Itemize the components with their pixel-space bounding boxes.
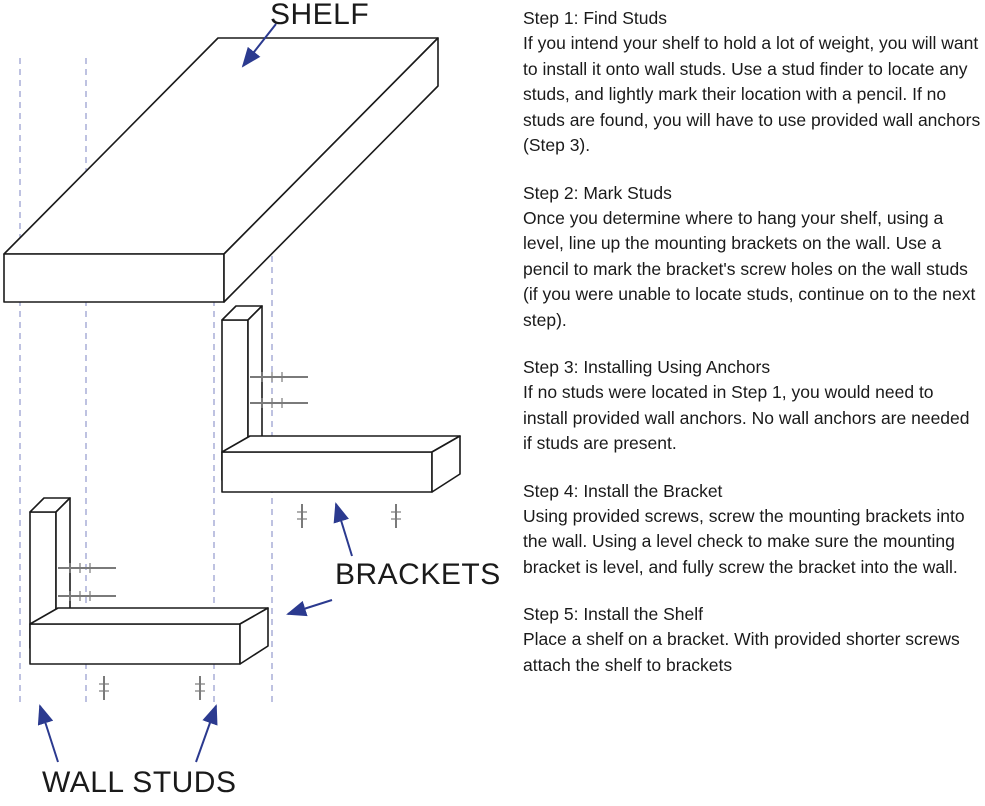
lower-shelf-screws [99, 676, 205, 700]
upper-shelf-screws [297, 504, 401, 528]
upper-bracket-horizontal-front [222, 452, 432, 492]
step-5-title: Step 5: Install the Shelf [523, 604, 703, 624]
lower-bracket-horizontal-top [30, 608, 268, 624]
step-1-body: If you intend your shelf to hold a lot of weight, you will want to install it onto wall studs. Use a stud finder to locate any studs, and lightly mark their location with a pencil. If no studs are found, you will have to use provided wall anchors (Step 3). [523, 33, 981, 155]
instruction-step-3 [523, 355, 983, 457]
instruction-step-2 [523, 181, 983, 334]
arrow-stud-left [40, 706, 58, 762]
instruction-step-4 [523, 479, 983, 581]
upper-bracket-part [222, 306, 460, 492]
step-1-title: Step 1: Find Studs [523, 8, 667, 28]
lower-bracket-part [30, 498, 268, 664]
step-3-body: If no studs were located in Step 1, you would need to install provided wall anchors. No wall anchors are needed if studs are present. [523, 382, 970, 453]
label-brackets: BRACKETS [335, 558, 501, 591]
arrow-bracket-upper [336, 504, 352, 556]
step-5-body: Place a shelf on a bracket. With provided shorter screws attach the shelf to brackets [523, 629, 960, 675]
arrow-stud-right [196, 706, 216, 762]
step-4-title: Step 4: Install the Bracket [523, 480, 723, 501]
arrow-bracket-lower [288, 600, 332, 614]
step-4-body: Using provided screws, screw the mounting brackets into the wall. Using a level check to make sure the mounting bracket is level, and fully screw the bracket into the wall. [523, 505, 965, 577]
step-2-title: Step 2: Mark Studs [523, 182, 672, 203]
label-wall-studs: WALL STUDS [42, 766, 237, 799]
step-2-body: Once you determine where to hang your shelf, using a level, line up the mounting brackets on the wall. Use a pencil to mark the bracket's screw holes on the wall studs (if you were unable to locate studs, continue on to the next step). [523, 207, 976, 330]
upper-bracket-horizontal-top [222, 436, 460, 452]
step-3-title: Step 3: Installing Using Anchors [523, 357, 771, 377]
instructions-panel [523, 6, 983, 796]
label-shelf: SHELF [270, 0, 370, 31]
shelf-front-face [4, 254, 224, 302]
lower-bracket-horizontal-front [30, 624, 240, 664]
shelf-part [4, 38, 438, 302]
instruction-step-1 [523, 6, 983, 159]
instruction-step-5 [523, 602, 983, 678]
